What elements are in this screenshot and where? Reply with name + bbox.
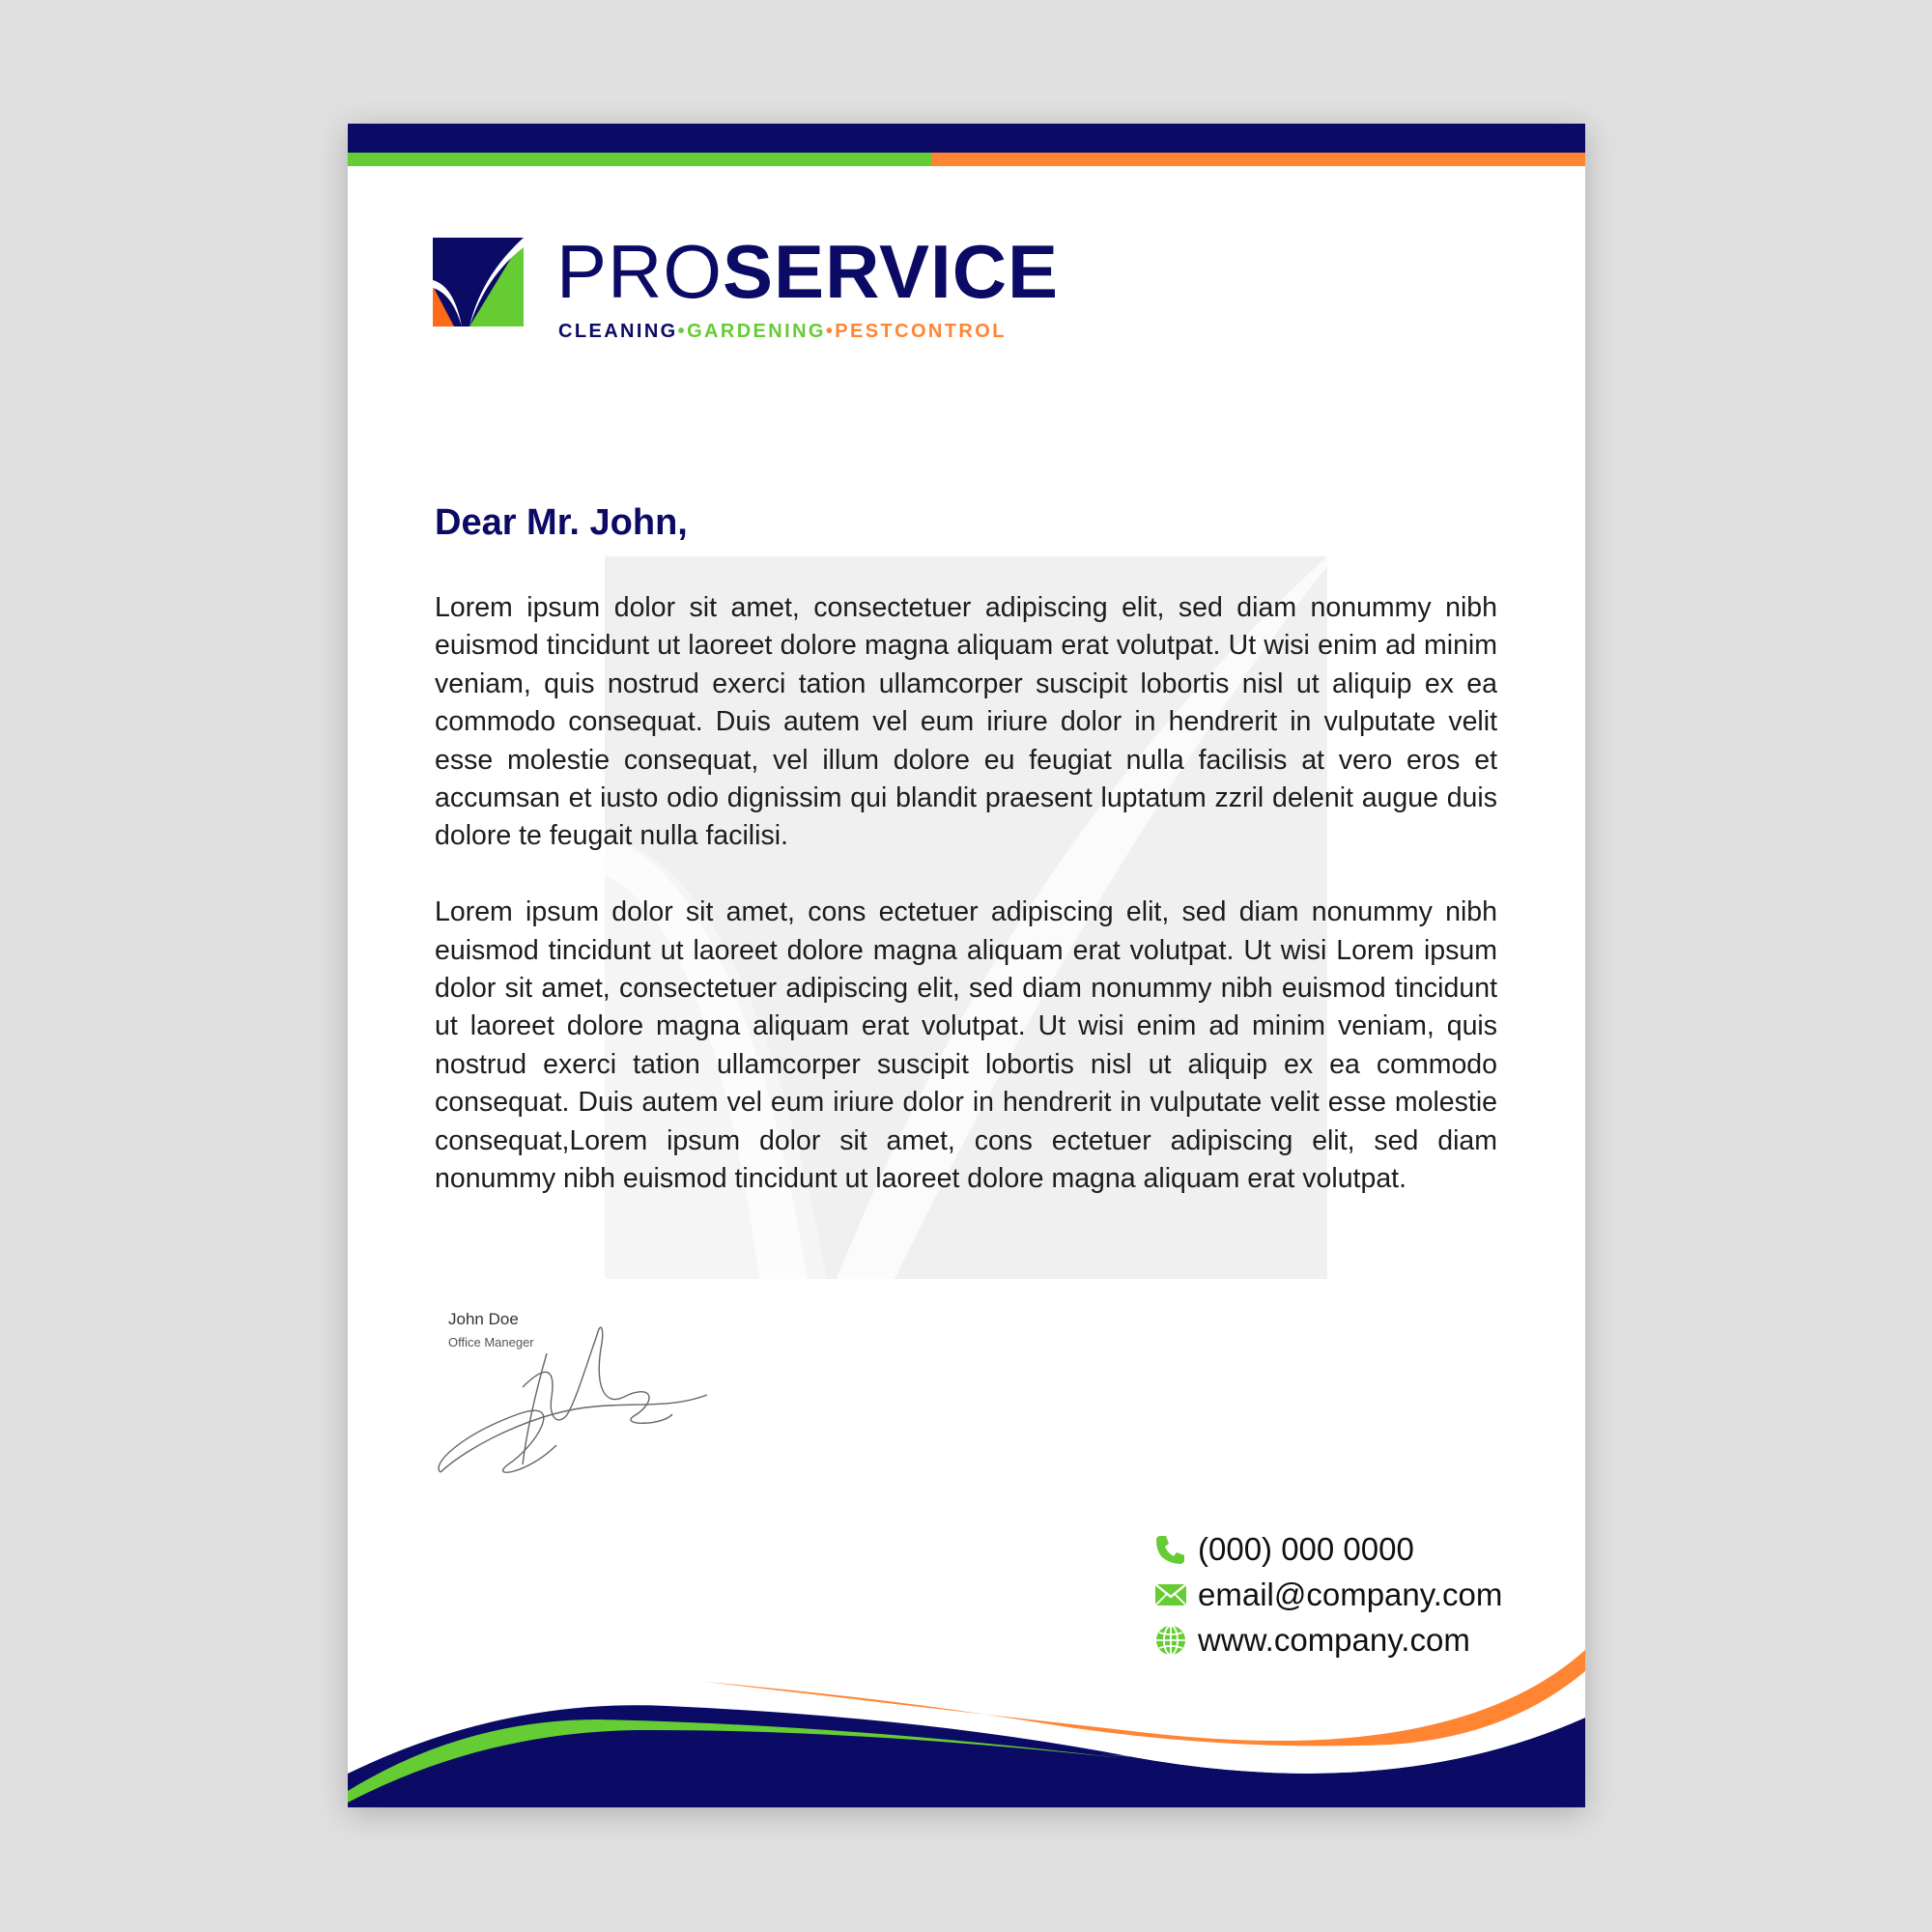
tagline-gardening: GARDENING [687, 321, 826, 342]
footer-wave-decoration [348, 1611, 1585, 1807]
contact-email[interactable]: email@company.com [1198, 1576, 1503, 1612]
logo-check-mark-icon [433, 238, 524, 327]
tagline-separator: • [825, 321, 836, 342]
logo-service-text: SERVICE [723, 229, 1060, 314]
header-navy-bar [348, 124, 1585, 153]
letter-salutation: Dear Mr. John, [435, 502, 688, 543]
tagline-pestcontrol: PESTCONTROL [835, 321, 1007, 342]
handwritten-signature [431, 1310, 721, 1484]
letter-body [435, 589, 1497, 1236]
phone-icon [1153, 1532, 1188, 1567]
tagline-cleaning: CLEANING [558, 321, 678, 342]
tagline-separator: • [677, 321, 688, 342]
letter-paragraph-2: Lorem ipsum dolor sit amet, cons ectetuer adipiscing elit, sed diam nonummy nibh euismod tincidunt ut laoreet dolore magna aliquam erat volutpat. Ut wisi Lorem ipsum dolor sit amet, consectetuer adipiscing elit, sed diam nonummy nibh euismod tincidunt ut laoreet dolore magna aliquam erat volutpat. Ut wisi enim ad minim veniam, quis nostrud exerci tation ullamcorper suscipit lobortis nisl ut aliquip ex ea commodo consequat. Duis autem vel eum iriure dolor in hendrerit in vulputate velit esse molestie consequat,Lorem ipsum dolor sit amet, cons ectetuer adipiscing elit, sed diam nonummy nibh euismod tincidunt ut laoreet dolore magna aliquam erat volutpat. [435, 896, 1497, 1195]
logo-tagline [558, 321, 1007, 343]
logo-pro-text: PRO [556, 229, 724, 314]
signer-title: Office Maneger [448, 1335, 534, 1350]
contact-website[interactable]: www.company.com [1198, 1621, 1470, 1658]
header-green-bar [348, 153, 931, 166]
contact-phone[interactable]: (000) 000 0000 [1198, 1530, 1414, 1567]
signer-name: John Doe [448, 1310, 519, 1328]
header-orange-bar [931, 153, 1585, 166]
logo-wordmark [556, 229, 1060, 314]
letter-paragraph-1: Lorem ipsum dolor sit amet, consectetuer adipiscing elit, sed diam nonummy nibh euismod tincidunt ut laoreet dolore magna aliquam erat volutpat. Ut wisi enim ad minim veniam, quis nostrud exerci tation ullamcorper suscipit lobortis nisl ut aliquip ex ea commodo consequat. Duis autem vel eum iriure dolor in hendrerit in vulputate velit esse molestie consequat, vel illum dolore eu feugiat nulla facilisis at vero eros et accumsan et iusto odio dignissim qui blandit praesent luptatum zzril delenit augue duis dolore te feugait nulla facilisi. [435, 592, 1497, 852]
envelope-icon [1153, 1577, 1188, 1612]
company-logo [433, 203, 1060, 357]
contact-phone-row [1153, 1526, 1502, 1572]
contact-email-row [1153, 1572, 1502, 1617]
letterhead-page [348, 124, 1585, 1807]
